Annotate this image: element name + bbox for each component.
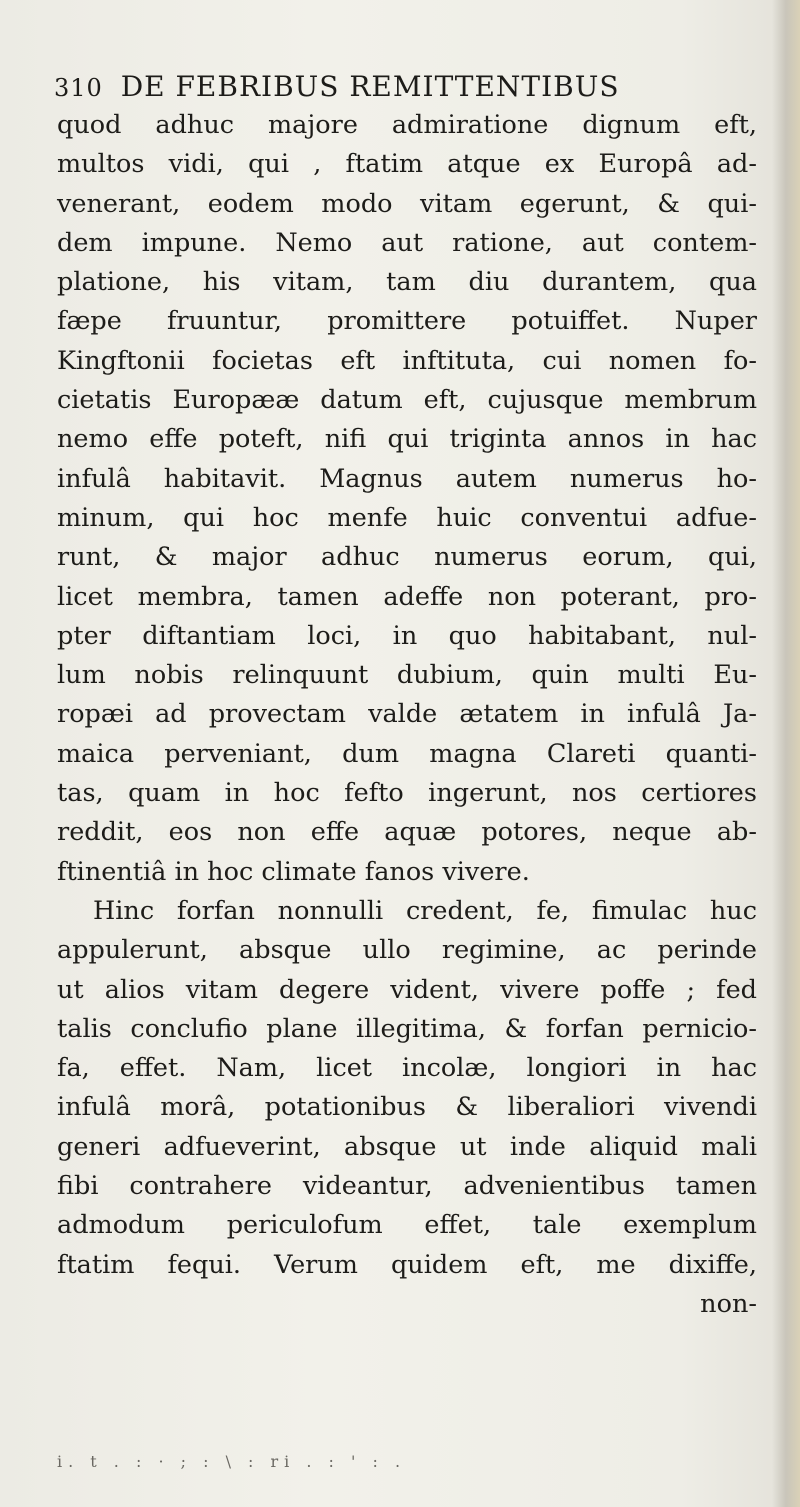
text-line: talis conclufio plane illegitima, & forfan pernicio-	[57, 1013, 757, 1044]
text-line: minum, qui hoc menfe huic conventui adfue-	[57, 502, 757, 533]
text-line: cietatis Europææ datum eft, cujusque membrum	[57, 385, 757, 416]
text-line: infulâ morâ, potationibus & liberaliori vivendi	[57, 1092, 757, 1123]
text-line: tas, quam in hoc fefto ingerunt, nos certiores	[57, 778, 757, 809]
text-line: nemo effe poteft, nifi qui triginta annos in hac	[57, 424, 757, 455]
text-line: pter diftantiam loci, in quo habitabant, nul-	[57, 620, 757, 651]
running-title: DE FEBRIBUS REMITTENTIBUS	[120, 70, 620, 103]
text-line: admodum periculofum effet, tale exemplum	[57, 1210, 757, 1241]
page-edge-shadow	[772, 0, 800, 1507]
text-line: fibi contrahere videantur, advenientibus tamen	[57, 1171, 757, 1202]
text-line: dem impune. Nemo aut ratione, aut contem-	[57, 227, 757, 258]
text-body	[57, 106, 757, 1324]
running-header	[54, 70, 714, 103]
text-line: fæpe fruuntur, promittere potuiffet. Nuper	[57, 306, 757, 337]
text-line: runt, & major adhuc numerus eorum, qui,	[57, 542, 757, 573]
paragraph-end-line: ftinentiâ in hoc climate fanos vivere.	[57, 856, 530, 887]
page-number: 310	[54, 74, 103, 102]
text-line: ftatim fequi. Verum quidem eft, me dixiffe,	[57, 1249, 757, 1280]
text-line: Kingftonii focietas eft inftituta, cui nomen fo-	[57, 345, 757, 376]
text-line: generi adfueverint, absque ut inde aliquid mali	[57, 1131, 757, 1162]
text-line: fa, effet. Nam, licet incolæ, longiori in hac	[57, 1053, 757, 1084]
print-specks: i. t . : · ; : \ : ri . : ' : .	[57, 1452, 407, 1471]
text-line: ropæi ad provectam valde ætatem in infulâ Ja-	[57, 699, 757, 730]
text-line: infulâ habitavit. Magnus autem numerus ho-	[57, 463, 757, 494]
text-line: venerant, eodem modo vitam egerunt, & qui-	[57, 188, 757, 219]
text-line: ut alios vitam degere vident, vivere poffe ; fed	[57, 974, 757, 1005]
text-line: reddit, eos non effe aquæ potores, neque ab-	[57, 817, 757, 848]
catchword: non-	[700, 1288, 757, 1319]
text-line: licet membra, tamen adeffe non poterant, pro-	[57, 581, 757, 612]
text-line: platione, his vitam, tam diu durantem, qua	[57, 267, 757, 298]
text-line: lum nobis relinquunt dubium, quin multi Eu-	[57, 660, 757, 691]
text-line: multos vidi, qui , ftatim atque ex Europâ ad-	[57, 149, 757, 180]
paragraph-start-line: Hinc forfan nonnulli credent, fe, fimulac huc	[93, 895, 757, 926]
text-line: maica perveniant, dum magna Clareti quanti-	[57, 738, 757, 769]
text-line: quod adhuc majore admiratione dignum eft,	[57, 110, 757, 140]
text-line: appulerunt, absque ullo regimine, ac perinde	[57, 935, 757, 966]
